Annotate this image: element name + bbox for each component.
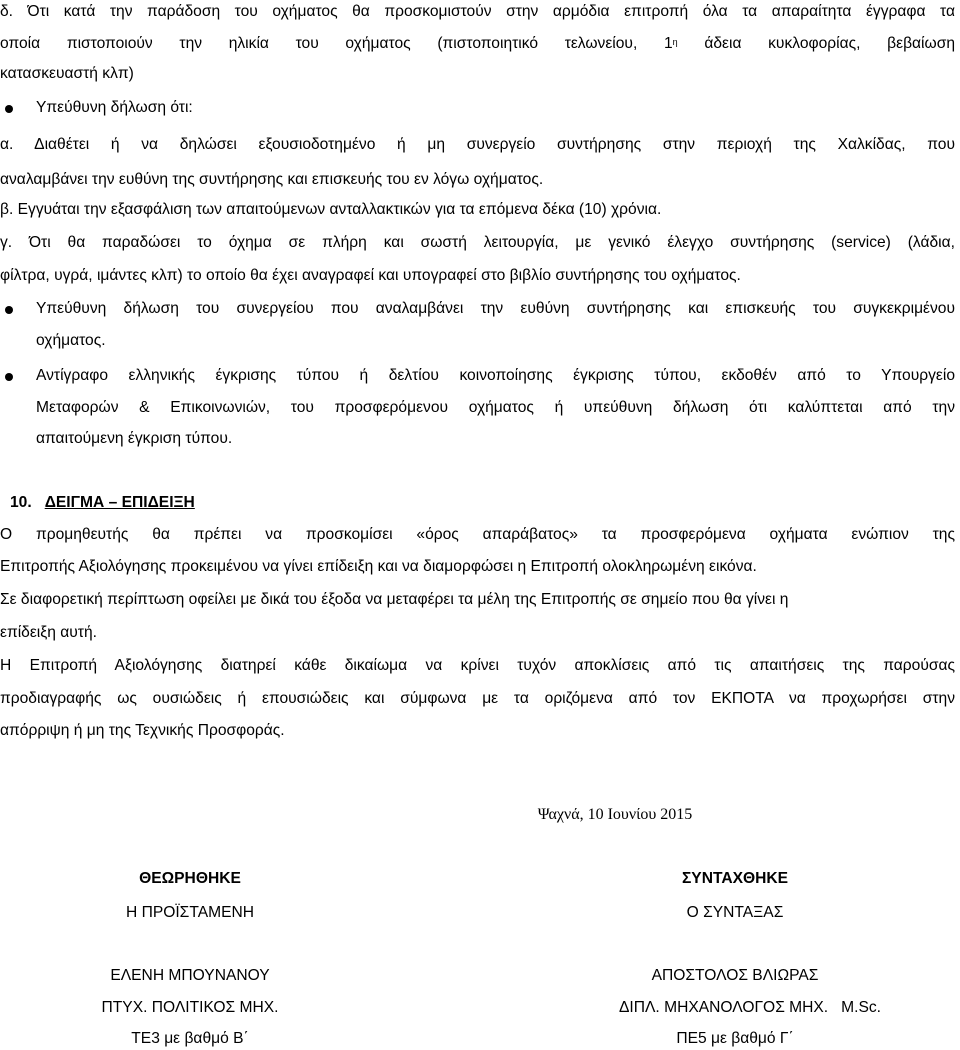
text-line: απόρριψη ή μη της Τεχνικής Προσφοράς. (0, 722, 285, 739)
text-line: κατασκευαστή κλπ) (0, 65, 134, 82)
text-line: β. Εγγυάται την εξασφάλιση των απαιτούμενων ανταλλακτικών για τα επόμενα δέκα (10) χρόνια. (0, 201, 662, 218)
text-line: προδιαγραφής ως ουσιώδεις ή επουσιώδεις και σύμφωνα με τα οριζόμενα από τον ΕΚΠΟΤΑ να προχωρήσει στην (0, 690, 955, 707)
right-signature-degree: ΔΙΠΛ. ΜΗΧΑΝΟΛΟΓΟΣ ΜΗΧ. M.Sc. (619, 999, 881, 1016)
text-line: επίδειξη αυτή. (0, 624, 97, 641)
left-signature-role: Η ΠΡΟΪΣΤΑΜΕΝΗ (125, 904, 255, 921)
left-signature-degree: ΠΤΥΧ. ΠΟΛΙΤΙΚΟΣ ΜΗΧ. (101, 999, 279, 1016)
text-line: Η Επιτροπή Αξιολόγησης διατηρεί κάθε δικαίωμα να κρίνει τυχόν αποκλίσεις από τις απαιτήσεις της παρούσας (0, 657, 955, 674)
text-line: απαιτούμενη έγκριση τύπου. (36, 430, 233, 447)
left-signature-name: ΕΛΕΝΗ ΜΠΟΥΝΑΝΟΥ (110, 967, 270, 984)
text-line: φίλτρα, υγρά, ιμάντες κλπ) το οποίο θα έχει αναγραφεί και υπογραφεί στο βιβλίο συντήρησης του οχήματος. (0, 267, 741, 284)
bullet-item: Υπεύθυνη δήλωση του συνεργείου που αναλαμβάνει την ευθύνη συντήρησης και επισκευής του συγκεκριμένου (36, 300, 955, 317)
date-line: Ψαχνά, 10 Ιουνίου 2015 (537, 806, 693, 823)
text-line: α. Διαθέτει ή να δηλώσει εξουσιοδοτημένο ή μη συνεργείο συντήρησης στην περιοχή της Χαλκίδας, που (0, 136, 955, 153)
text-line: γ. Ότι θα παραδώσει το όχημα σε πλήρη και σωστή λειτουργία, με γενικό έλεγχο συντήρησης (service) (λάδια, (0, 234, 955, 251)
section-title: 10. ΔΕΙΓΜΑ – ΕΠΙΔΕΙΞΗ (10, 494, 195, 511)
text-line: Επιτροπής Αξιολόγησης προκειμένου να γίνει επίδειξη και να διαμορφώσει η Επιτροπή ολοκληρωμένη εικόνα. (0, 558, 757, 575)
bullet-item: Αντίγραφο ελληνικής έγκρισης τύπου ή δελτίου κοινοποίησης έγκρισης τύπου, εκδοθέν από το Υπουργείο (36, 367, 955, 384)
bullet-icon (5, 373, 13, 381)
right-signature-role: Ο ΣΥΝΤΑΞΑΣ (686, 904, 784, 921)
right-signature-heading: ΣΥΝΤΑΧΘΗΚΕ (681, 870, 789, 887)
left-signature-grade: ΤΕ3 με βαθμό Β΄ (131, 1030, 249, 1047)
right-signature-grade: ΠΕ5 με βαθμό Γ΄ (676, 1030, 794, 1047)
right-signature-name: ΑΠΟΣΤΟΛΟΣ ΒΛΙΩΡΑΣ (651, 967, 819, 984)
text-line: Μεταφορών & Επικοινωνιών, του προσφερόμενου οχήματος ή υπεύθυνη δήλωση ότι καλύπτεται από την (36, 399, 955, 416)
text-line: Ο προμηθευτής θα πρέπει να προσκομίσει «όρος απαράβατος» τα προσφερόμενα οχήματα ενώπιον της (0, 526, 955, 543)
bullet-item: Υπεύθυνη δήλωση ότι: (36, 99, 193, 116)
text-line: αναλαμβάνει την ευθύνη της συντήρησης και επισκευής του εν λόγω οχήματος. (0, 171, 544, 188)
bullet-icon (5, 105, 13, 113)
text-line: οχήματος. (36, 332, 106, 349)
text-line: Σε διαφορετική περίπτωση οφείλει με δικά του έξοδα να μεταφέρει τα μέλη της Επιτροπής σε σημείο που θα γίνει η (0, 591, 789, 608)
text-line: οποία πιστοποιούν την ηλικία του οχήματος (πιστοποιητικό τελωνείου, $1^\eta$ άδεια κυκλοφορίας, βεβαίωση (0, 35, 955, 52)
bullet-icon (5, 306, 13, 314)
text-line: δ. Ότι κατά την παράδοση του οχήματος θα προσκομιστούν στην αρμόδια επιτροπή όλα τα απαραίτητα έγγραφα τα (0, 3, 955, 20)
left-signature-heading: ΘΕΩΡΗΘΗΚΕ (139, 870, 241, 887)
